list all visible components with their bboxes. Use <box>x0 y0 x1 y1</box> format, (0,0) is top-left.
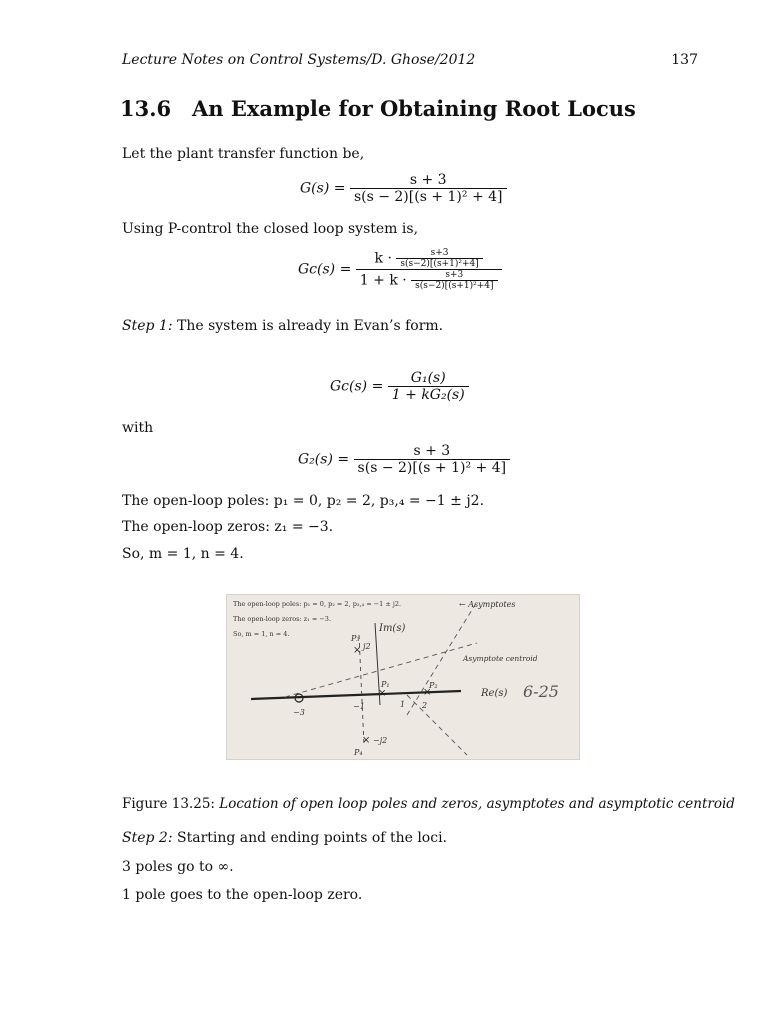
running-title: Lecture Notes on Control Systems/D. Ghose/2012 <box>122 52 476 68</box>
asymptote-centroid-label: Asymptote centroid <box>463 654 538 663</box>
step2 <box>122 830 447 846</box>
step2-text: Starting and ending points of the loci. <box>177 830 447 846</box>
step1-label: Step 1: <box>122 318 173 334</box>
equation-evans-form <box>330 370 469 403</box>
section-title-text: An Example for Obtaining Root Locus <box>192 96 636 121</box>
re-axis-label: Re(s) <box>481 688 508 699</box>
eq-g-lhs: G(s) = <box>300 180 346 197</box>
asymptotes-label: ← Asymptotes <box>459 600 516 609</box>
pole-p4-marker: × <box>362 735 371 746</box>
paragraph-plant: Let the plant transfer function be, <box>122 146 365 162</box>
neg-j2-label: −j2 <box>373 736 388 745</box>
eq-gc2-lhs: Gc(s) = <box>330 378 384 395</box>
im-axis-label: Im(s) <box>379 623 406 634</box>
eq-g2-den: s(s − 2)[(s + 1)² + 4] <box>354 459 511 476</box>
neg3-label: −3 <box>293 708 305 717</box>
section-number: 13.6 <box>120 96 172 121</box>
sketch-printed-line-2: The open-loop zeros: z₁ = −3. <box>233 615 332 623</box>
page-number: 137 <box>671 52 698 68</box>
eq-g2-num: s + 3 <box>413 443 451 459</box>
two-label: 2 <box>422 701 428 710</box>
eq-gc2-den: 1 + kG₂(s) <box>388 386 469 403</box>
sketch-printed-line-3: So, m = 1, n = 4. <box>233 630 290 638</box>
paragraph-mn: So, m = 1, n = 4. <box>122 546 244 562</box>
eq-gc2-num: G₁(s) <box>410 370 446 386</box>
section-title <box>120 96 636 121</box>
caption-text: Location of open loop poles and zeros, asymptotes and asymptotic centroid <box>219 796 735 812</box>
figure-number-handwritten: 6-25 <box>523 682 559 701</box>
p1-label: P₁ <box>381 680 390 689</box>
paragraph-pcontrol: Using P-control the closed loop system is, <box>122 221 419 237</box>
equation-g2 <box>298 443 510 476</box>
pole-p2-marker: × <box>423 687 432 698</box>
paragraph-three-poles: 3 poles go to ∞. <box>122 859 234 875</box>
eq-g-num: s + 3 <box>409 172 447 188</box>
eq-g2-lhs: G₂(s) = <box>298 451 350 468</box>
paragraph-poles: The open-loop poles: p₁ = 0, p₂ = 2, p₃,₄ = −1 ± j2. <box>122 493 485 509</box>
eq-gc-num-k: k · <box>374 250 392 267</box>
sketch-printed-line-1: The open-loop poles: p₁ = 0, p₂ = 2, p₃,₄ = −1 ± j2. <box>233 600 402 608</box>
eq-gc-den-1k: 1 + k · <box>359 272 407 289</box>
pole-p3-marker: × <box>353 645 362 656</box>
eq-gc-inner-den-2: s(s−2)[(s+1)²+4] <box>411 280 497 291</box>
paragraph-zeros: The open-loop zeros: z₁ = −3. <box>122 519 334 535</box>
j2-label: j2 <box>363 642 371 651</box>
sketch-svg <box>227 595 579 759</box>
eq-g-den: s(s − 2)[(s + 1)² + 4] <box>350 188 507 205</box>
root-locus-sketch-figure <box>226 594 580 760</box>
step2-label: Step 2: <box>122 830 173 846</box>
p2-label: P₂ <box>429 681 438 690</box>
p4-label: P₄ <box>354 748 363 757</box>
eq-gc-inner-num-2: s+3 <box>445 270 464 280</box>
neg1-label: −1 <box>353 702 365 711</box>
eq-gc-lhs: Gc(s) = <box>298 261 352 278</box>
caption-label: Figure 13.25: <box>122 796 215 812</box>
asymptote-lower <box>407 695 467 755</box>
figure-caption <box>122 796 735 812</box>
paragraph-with: with <box>122 420 154 436</box>
paragraph-one-pole: 1 pole goes to the open-loop zero. <box>122 887 363 903</box>
step1 <box>122 318 443 334</box>
running-header <box>122 52 698 68</box>
one-label: 1 <box>400 700 406 709</box>
equation-closed-loop <box>298 248 502 291</box>
p3-label: P₃ <box>351 634 360 643</box>
pole-p1-marker: × <box>378 688 387 699</box>
eq-gc-inner-num: s+3 <box>430 248 449 258</box>
equation-plant <box>300 172 507 205</box>
step1-text: The system is already in Evan’s form. <box>177 318 444 334</box>
eq-gc-inner-den: s(s−2)[(s+1)²+4] <box>396 258 482 269</box>
